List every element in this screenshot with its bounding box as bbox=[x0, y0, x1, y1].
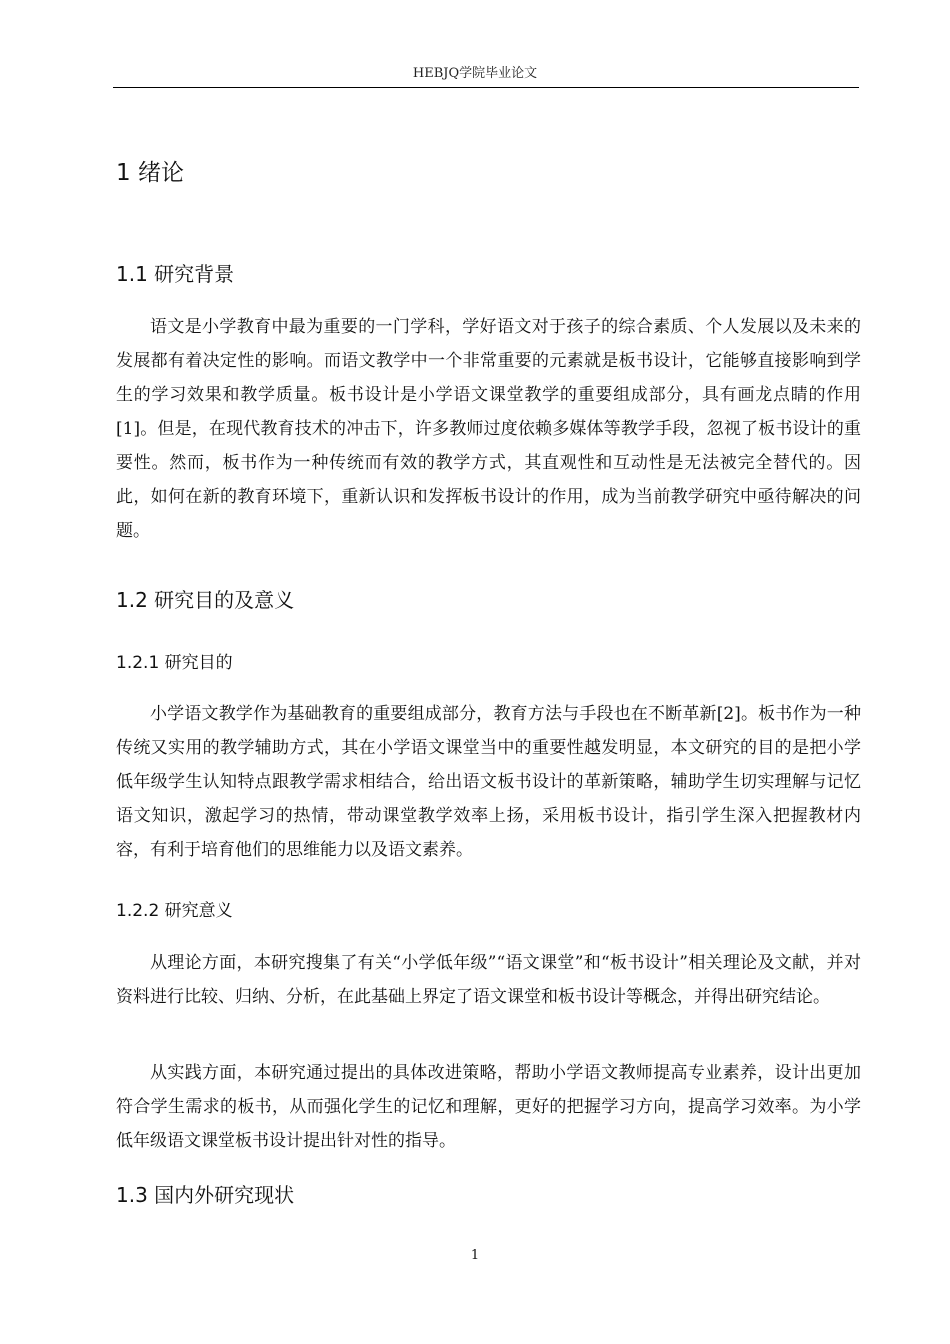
running-header: HEBJQ学院毕业论文 bbox=[412, 66, 538, 81]
header-divider bbox=[113, 87, 859, 88]
background-paragraph: 语文是小学教育中最为重要的一门学科，学好语文对于孩子的综合素质、个人发展以及未来的发展都有着决定性的影响。而语文教学中一个非常重要的元素就是板书设计，它能够直接影响到学生的学习效果和教学质量。板书设计是小学语文课堂教学的重要组成部分，具有画龙点睛的作用[1]。但是，在现代教育技术的冲击下，许多教师过度依赖多媒体等教学手段，忽视了板书设计的重要性。然而，板书作为一种传统而有效的教学方式，其直观性和互动性是无法被完全替代的。因此，如何在新的教育环境下，重新认识和发挥板书设计的作用，成为当前教学研究中亟待解决的问题。 bbox=[116, 317, 861, 541]
section-heading-research-status: 1.3 国内外研究现状 bbox=[116, 1183, 295, 1207]
section-heading-purpose-significance: 1.2 研究目的及意义 bbox=[116, 588, 295, 612]
subsection-heading-significance: 1.2.2 研究意义 bbox=[116, 901, 233, 921]
subsection-heading-purpose: 1.2.1 研究目的 bbox=[116, 653, 233, 673]
page-number: 1 bbox=[470, 1248, 480, 1263]
significance-practice-paragraph: 从实践方面，本研究通过提出的具体改进策略，帮助小学语文教师提高专业素养，设计出更加符合学生需求的板书，从而强化学生的记忆和理解，更好的把握学习方向，提高学习效率。为小学低年级语文课堂板书设计提出针对性的指导。 bbox=[116, 1063, 861, 1151]
chapter-title: 1 绪论 bbox=[116, 160, 184, 186]
section-heading-background: 1.1 研究背景 bbox=[116, 262, 235, 286]
purpose-paragraph: 小学语文教学作为基础教育的重要组成部分，教育方法与手段也在不断革新[2]。板书作为一种传统又实用的教学辅助方式，其在小学语文课堂当中的重要性越发明显，本文研究的目的是把小学低年级学生认知特点跟教学需求相结合，给出语文板书设计的革新策略，辅助学生切实理解与记忆语文知识，激起学习的热情，带动课堂教学效率上扬，采用板书设计，指引学生深入把握教材内容，有利于培育他们的思维能力以及语文素养。 bbox=[116, 704, 861, 860]
significance-theory-paragraph: 从理论方面，本研究搜集了有关“小学低年级”“语文课堂”和“板书设计”相关理论及文献，并对资料进行比较、归纳、分析，在此基础上界定了语文课堂和板书设计等概念，并得出研究结论。 bbox=[116, 953, 861, 1007]
